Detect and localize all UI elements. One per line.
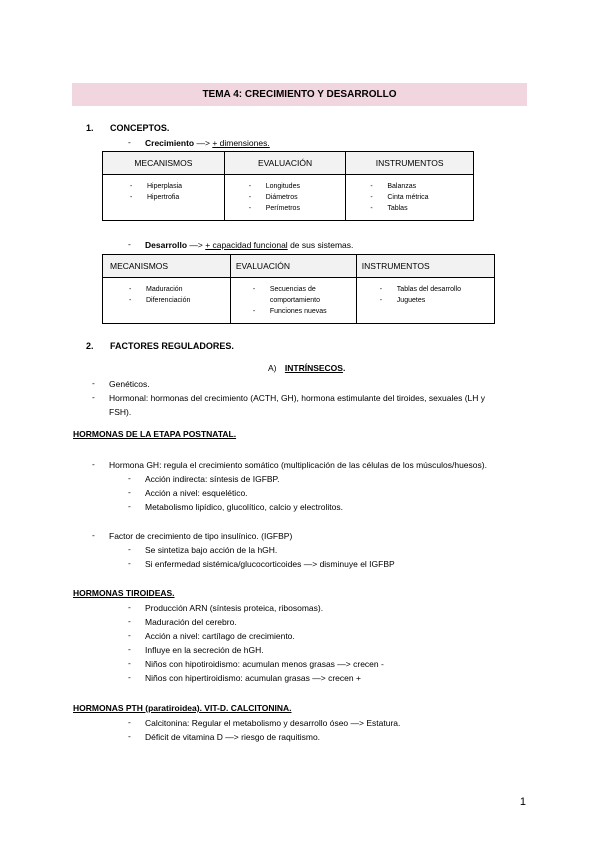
desarrollo-definition: + capacidad funcional — [205, 240, 288, 250]
list-item: - Balanzas — [387, 181, 473, 192]
table1-cell-instrumentos — [346, 175, 474, 221]
list-item: - Tablas del desarrollo — [397, 284, 494, 295]
gh-sub-item: Acción indirecta: síntesis de IGFBP. — [145, 474, 280, 484]
intrinsecos-dot: . — [342, 363, 346, 373]
intrinsecos-title: INTRÍNSECOS — [284, 363, 343, 373]
list-item: - Diámetros — [266, 192, 346, 203]
desarrollo-table — [102, 254, 495, 324]
crecimiento-line — [145, 137, 270, 149]
bullet-dash: - — [128, 658, 131, 668]
table1-header-mecanismos: MECANISMOS — [103, 152, 225, 175]
desarrollo-line — [145, 239, 353, 251]
page-title: TEMA 4: CRECIMIENTO Y DESARROLLO — [202, 89, 397, 100]
gh-sub-item: Acción a nivel: esquelético. — [145, 488, 248, 498]
bullet-dash: - — [128, 487, 131, 497]
tiroideas-item: Influye en la secreción de hGH. — [145, 645, 264, 655]
desarrollo-rest: de sus sistemas. — [287, 240, 354, 250]
heading-pth: HORMONAS PTH (paratiroidea). VIT-D. CALCITONINA. — [73, 703, 292, 713]
bullet-dash: - — [128, 501, 131, 511]
heading-tiroideas: HORMONAS TIROIDEAS. — [73, 588, 175, 598]
table2-cell-mecanismos — [103, 278, 231, 324]
bullet-dash: - — [128, 544, 131, 554]
gh-item: Hormona GH: regula el crecimiento somático (multiplicación de las células de los músculos/huesos). — [109, 460, 487, 470]
list-item: - Juguetes — [397, 295, 494, 306]
table2-cell-instrumentos — [356, 278, 494, 324]
bullet-dash: - — [128, 558, 131, 568]
desarrollo-label: Desarrollo — [145, 240, 188, 250]
tiroideas-item: Acción a nivel: cartílago de crecimiento. — [145, 631, 295, 641]
tiroideas-item: Maduración del cerebro. — [145, 617, 237, 627]
intrinsecos-heading — [268, 362, 345, 374]
section-2-number: 2. — [86, 341, 94, 351]
list-item: - Secuencias de — [270, 284, 356, 295]
gh-sub-item: Metabolismo lipídico, glucolítico, calcio y electrolitos. — [145, 502, 343, 512]
bullet-dash: - — [128, 473, 131, 483]
list-item: - Perímetros — [266, 203, 346, 214]
tiroideas-item: Producción ARN (síntesis proteica, ribosomas). — [145, 603, 324, 613]
list-item: - Hipertrofia — [147, 192, 224, 203]
table2-header-mecanismos: MECANISMOS — [103, 255, 231, 278]
tiroideas-item: Niños con hipotiroidismo: acumulan menos grasas —> crecen - — [145, 659, 384, 669]
bullet-dash: - — [92, 378, 95, 388]
table1-cell-mecanismos — [103, 175, 225, 221]
desarrollo-arrow: —> — [187, 240, 206, 250]
crecimiento-arrow: —> — [194, 138, 213, 148]
table1-header-instrumentos: INSTRUMENTOS — [346, 152, 474, 175]
tiroideas-item: Niños con hipertiroidismo: acumulan grasas —> crecen + — [145, 673, 361, 683]
geneticos-item: Genéticos. — [109, 379, 150, 389]
crecimiento-table — [102, 151, 474, 221]
bullet-dash: - — [128, 731, 131, 741]
table1-cell-evaluacion — [224, 175, 346, 221]
table2-cell-evaluacion — [230, 278, 356, 324]
hormonal-item-line2: FSH). — [109, 407, 132, 417]
table2-header-instrumentos: INSTRUMENTOS — [356, 255, 494, 278]
bullet-dash: - — [128, 630, 131, 640]
bullet-dash: - — [128, 616, 131, 626]
igf-sub-item: Se sintetiza bajo acción de la hGH. — [145, 545, 278, 555]
heading-postnatal: HORMONAS DE LA ETAPA POSTNATAL. — [73, 429, 237, 439]
bullet-dash: - — [128, 644, 131, 654]
section-1-number: 1. — [86, 123, 94, 133]
bullet-dash: - — [92, 530, 95, 540]
table2-header-evaluacion: EVALUACIÓN — [230, 255, 356, 278]
table1-header-evaluacion: EVALUACIÓN — [224, 152, 346, 175]
pth-item: Déficit de vitamina D —> riesgo de raquitismo. — [145, 732, 321, 742]
list-item: - Cinta métrica — [387, 192, 473, 203]
list-item: - Funciones nuevas — [270, 306, 356, 317]
pth-item: Calcitonina: Regular el metabolismo y desarrollo óseo —> Estatura. — [145, 718, 401, 728]
bullet-dash: - — [128, 239, 131, 249]
list-item: - Longitudes — [266, 181, 346, 192]
bullet-dash: - — [92, 392, 95, 402]
section-1-title: CONCEPTOS. — [110, 123, 170, 133]
crecimiento-label: Crecimiento — [145, 138, 195, 148]
bullet-dash: - — [92, 459, 95, 469]
list-item-continuation: comportamiento — [269, 297, 321, 304]
igf-sub-item: Si enfermedad sistémica/glucocorticoides —> disminuye el IGFBP — [145, 559, 395, 569]
intrinsecos-letter: A) — [268, 363, 277, 373]
bullet-dash: - — [128, 602, 131, 612]
page-number: 1 — [519, 796, 526, 808]
title-bar — [72, 83, 527, 106]
hormonal-item-line1: Hormonal: hormonas del crecimiento (ACTH, GH), hormona estimulante del tiroides, sexuales (LH y — [109, 393, 486, 403]
igf-item: Factor de crecimiento de tipo insulínico. (IGFBP) — [109, 531, 293, 541]
list-item: - Tablas — [387, 203, 473, 214]
bullet-dash: - — [128, 137, 131, 147]
section-2-title: FACTORES REGULADORES. — [110, 341, 234, 351]
crecimiento-definition: + dimensiones. — [212, 138, 270, 148]
list-item: - Hiperplasia — [147, 181, 224, 192]
list-item: - Diferenciación — [146, 295, 230, 306]
bullet-dash: - — [128, 672, 131, 682]
bullet-dash: - — [128, 717, 131, 727]
list-item: - Maduración — [146, 284, 230, 295]
